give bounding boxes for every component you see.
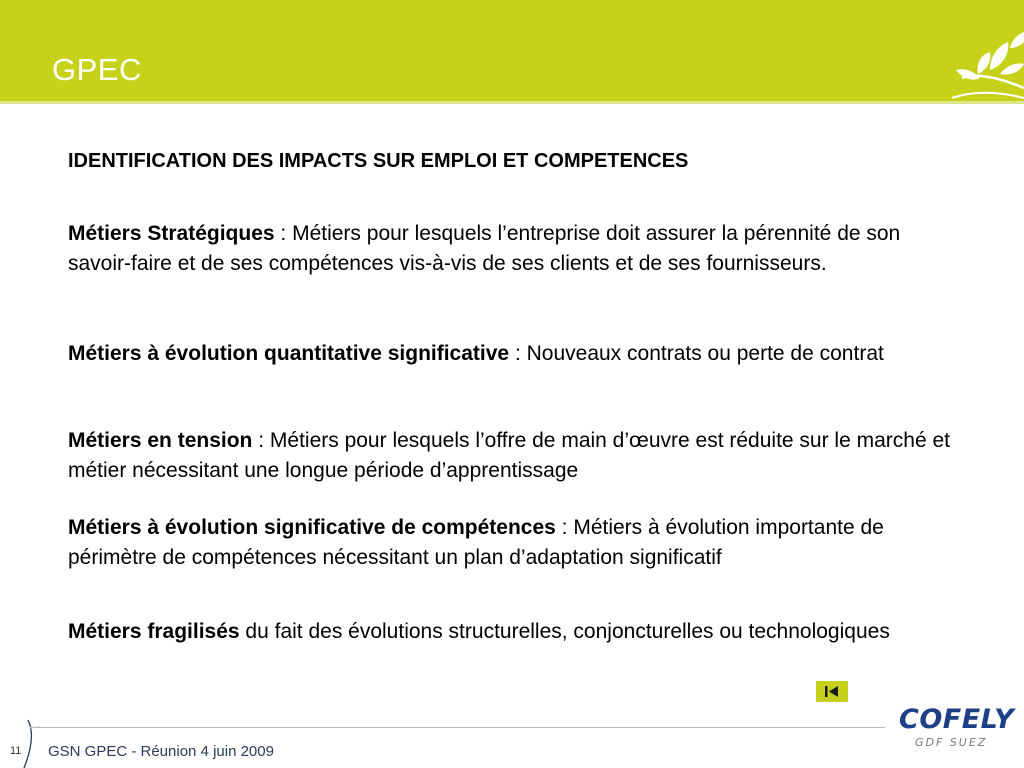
page-number: 11 — [10, 745, 22, 757]
item-term: Métiers à évolution quantitative significative — [68, 342, 510, 365]
header-divider — [0, 101, 1024, 104]
list-item — [68, 513, 958, 573]
header-bar — [0, 0, 1024, 101]
list-item — [68, 426, 958, 486]
brand-logo — [895, 702, 1020, 766]
list-item — [68, 219, 958, 279]
item-description: : Nouveaux contrats ou perte de contrat — [509, 342, 884, 365]
section-heading: IDENTIFICATION DES IMPACTS SUR EMPLOI ET COMPETENCES — [68, 150, 689, 172]
item-term: Métiers fragilisés — [68, 620, 240, 643]
brand-subtitle: GDF SUEZ — [915, 736, 988, 749]
item-description: du fait des évolutions structurelles, conjoncturelles ou technologiques — [239, 620, 890, 643]
item-description: : Métiers pour lesquels l’entreprise doit assurer la pérennité de son savoir-faire et de ses compétences vis-à-vis de ses clients et de ses fournisseurs. — [68, 222, 901, 275]
item-term: Métiers en tension — [68, 429, 253, 452]
list-item — [68, 617, 958, 647]
slide-title: GPEC — [52, 52, 142, 87]
footer-text: GSN GPEC - Réunion 4 juin 2009 — [48, 743, 274, 760]
back-button[interactable] — [816, 681, 848, 702]
item-term: Métiers à évolution significative de compétences — [68, 516, 556, 539]
item-description: : Métiers à évolution importante de périmètre de compétences nécessitant un plan d’adaptation significatif — [68, 516, 884, 569]
footer-divider — [30, 727, 885, 728]
item-term: Métiers Stratégiques — [68, 222, 275, 245]
leaf-logo-icon — [950, 28, 1024, 100]
list-item — [68, 339, 958, 369]
footer-curve-decoration — [0, 718, 40, 768]
item-description: : Métiers pour lesquels l’offre de main d’œuvre est réduite sur le marché et métier nécessitant une longue période d’apprentissage — [68, 429, 950, 482]
skip-back-icon — [816, 681, 848, 702]
brand-name: COFELY — [899, 704, 1015, 735]
